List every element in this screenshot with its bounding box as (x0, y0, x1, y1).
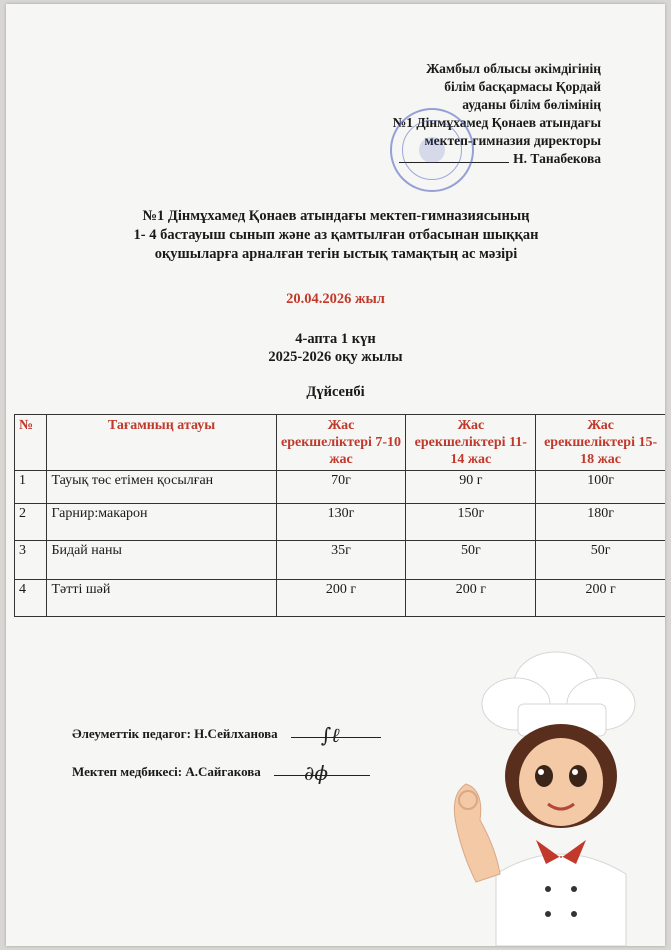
week-day: 4-апта 1 күн (295, 331, 376, 347)
portion-11-14: 90 г (406, 471, 536, 504)
nurse-signature: ∂ϕ (274, 775, 370, 776)
table-row (15, 504, 666, 541)
title-line-1: №1 Дінмұхамед Қонаев атындағы мектеп-гимназиясының (142, 208, 530, 224)
week-info (6, 330, 665, 366)
header-num: № (15, 415, 47, 471)
portion-15-18: 50г (536, 541, 665, 580)
nurse-name: А.Сайгакова (185, 764, 261, 779)
title-line-3: оқушыларға арналған тегін ыстық тамақтың ас мәзірі (154, 246, 518, 262)
portion-15-18: 100г (536, 471, 665, 504)
table-header-row (15, 415, 666, 471)
portion-15-18: 200 г (536, 580, 665, 617)
table-row (15, 580, 666, 617)
portion-7-10: 70г (276, 471, 406, 504)
document-page (6, 4, 665, 946)
portion-7-10: 35г (276, 541, 406, 580)
pedagog-signature: ∫ℓ (291, 737, 381, 738)
row-num: 2 (15, 504, 47, 541)
pedagog-label: Әлеуметтік педагог: (72, 726, 191, 741)
dish-name: Тәтті шәй (47, 580, 276, 617)
row-num: 3 (15, 541, 47, 580)
pedagog-name: Н.Сейлханова (194, 726, 278, 741)
director-name: Н. Танабекова (513, 151, 601, 166)
weekday-label: Дүйсенбі (306, 384, 365, 400)
row-num: 4 (15, 580, 47, 617)
dish-name: Тауық төс етімен қосылған (47, 471, 276, 504)
dish-name: Бидай наны (47, 541, 276, 580)
table-row (15, 471, 666, 504)
portion-11-14: 50г (406, 541, 536, 580)
portion-11-14: 150г (406, 504, 536, 541)
chef-illustration-icon (436, 644, 665, 946)
table-row (15, 541, 666, 580)
signatures-block (72, 723, 381, 802)
approval-line-4: №1 Дінмұхамед Қонаев атындағы (392, 115, 601, 130)
portion-15-18: 180г (536, 504, 665, 541)
pedagog-signature-row (72, 723, 381, 764)
portion-7-10: 200 г (276, 580, 406, 617)
portion-7-10: 130г (276, 504, 406, 541)
menu-date: 20.04.2026 жыл (286, 291, 385, 307)
menu-table (14, 414, 665, 617)
nurse-signature-row (72, 761, 381, 802)
header-age-15-18: Жас ерекшеліктері 15-18 жас (536, 415, 665, 471)
header-age-7-10: Жас ерекшеліктері 7-10 жас (276, 415, 406, 471)
nurse-label: Мектеп медбикесі: (72, 764, 183, 779)
row-num: 1 (15, 471, 47, 504)
portion-11-14: 200 г (406, 580, 536, 617)
approval-line-5: мектеп-гимназия директоры (424, 133, 601, 148)
dish-name: Гарнир:макарон (47, 504, 276, 541)
round-seal-icon (390, 108, 474, 192)
school-year: 2025-2026 оқу жылы (268, 349, 403, 365)
document-title (66, 207, 606, 264)
approval-line-3: ауданы білім бөлімінің (462, 97, 601, 112)
header-name: Тағамның атауы (47, 415, 276, 471)
approval-line-1: Жамбыл облысы әкімдігінің (426, 61, 601, 76)
approval-line-2: білім басқармасы Қордай (444, 79, 601, 94)
title-line-2: 1- 4 бастауыш сынып және аз қамтылған отбасынан шыққан (133, 227, 539, 243)
header-age-11-14: Жас ерекшеліктері 11-14 жас (406, 415, 536, 471)
